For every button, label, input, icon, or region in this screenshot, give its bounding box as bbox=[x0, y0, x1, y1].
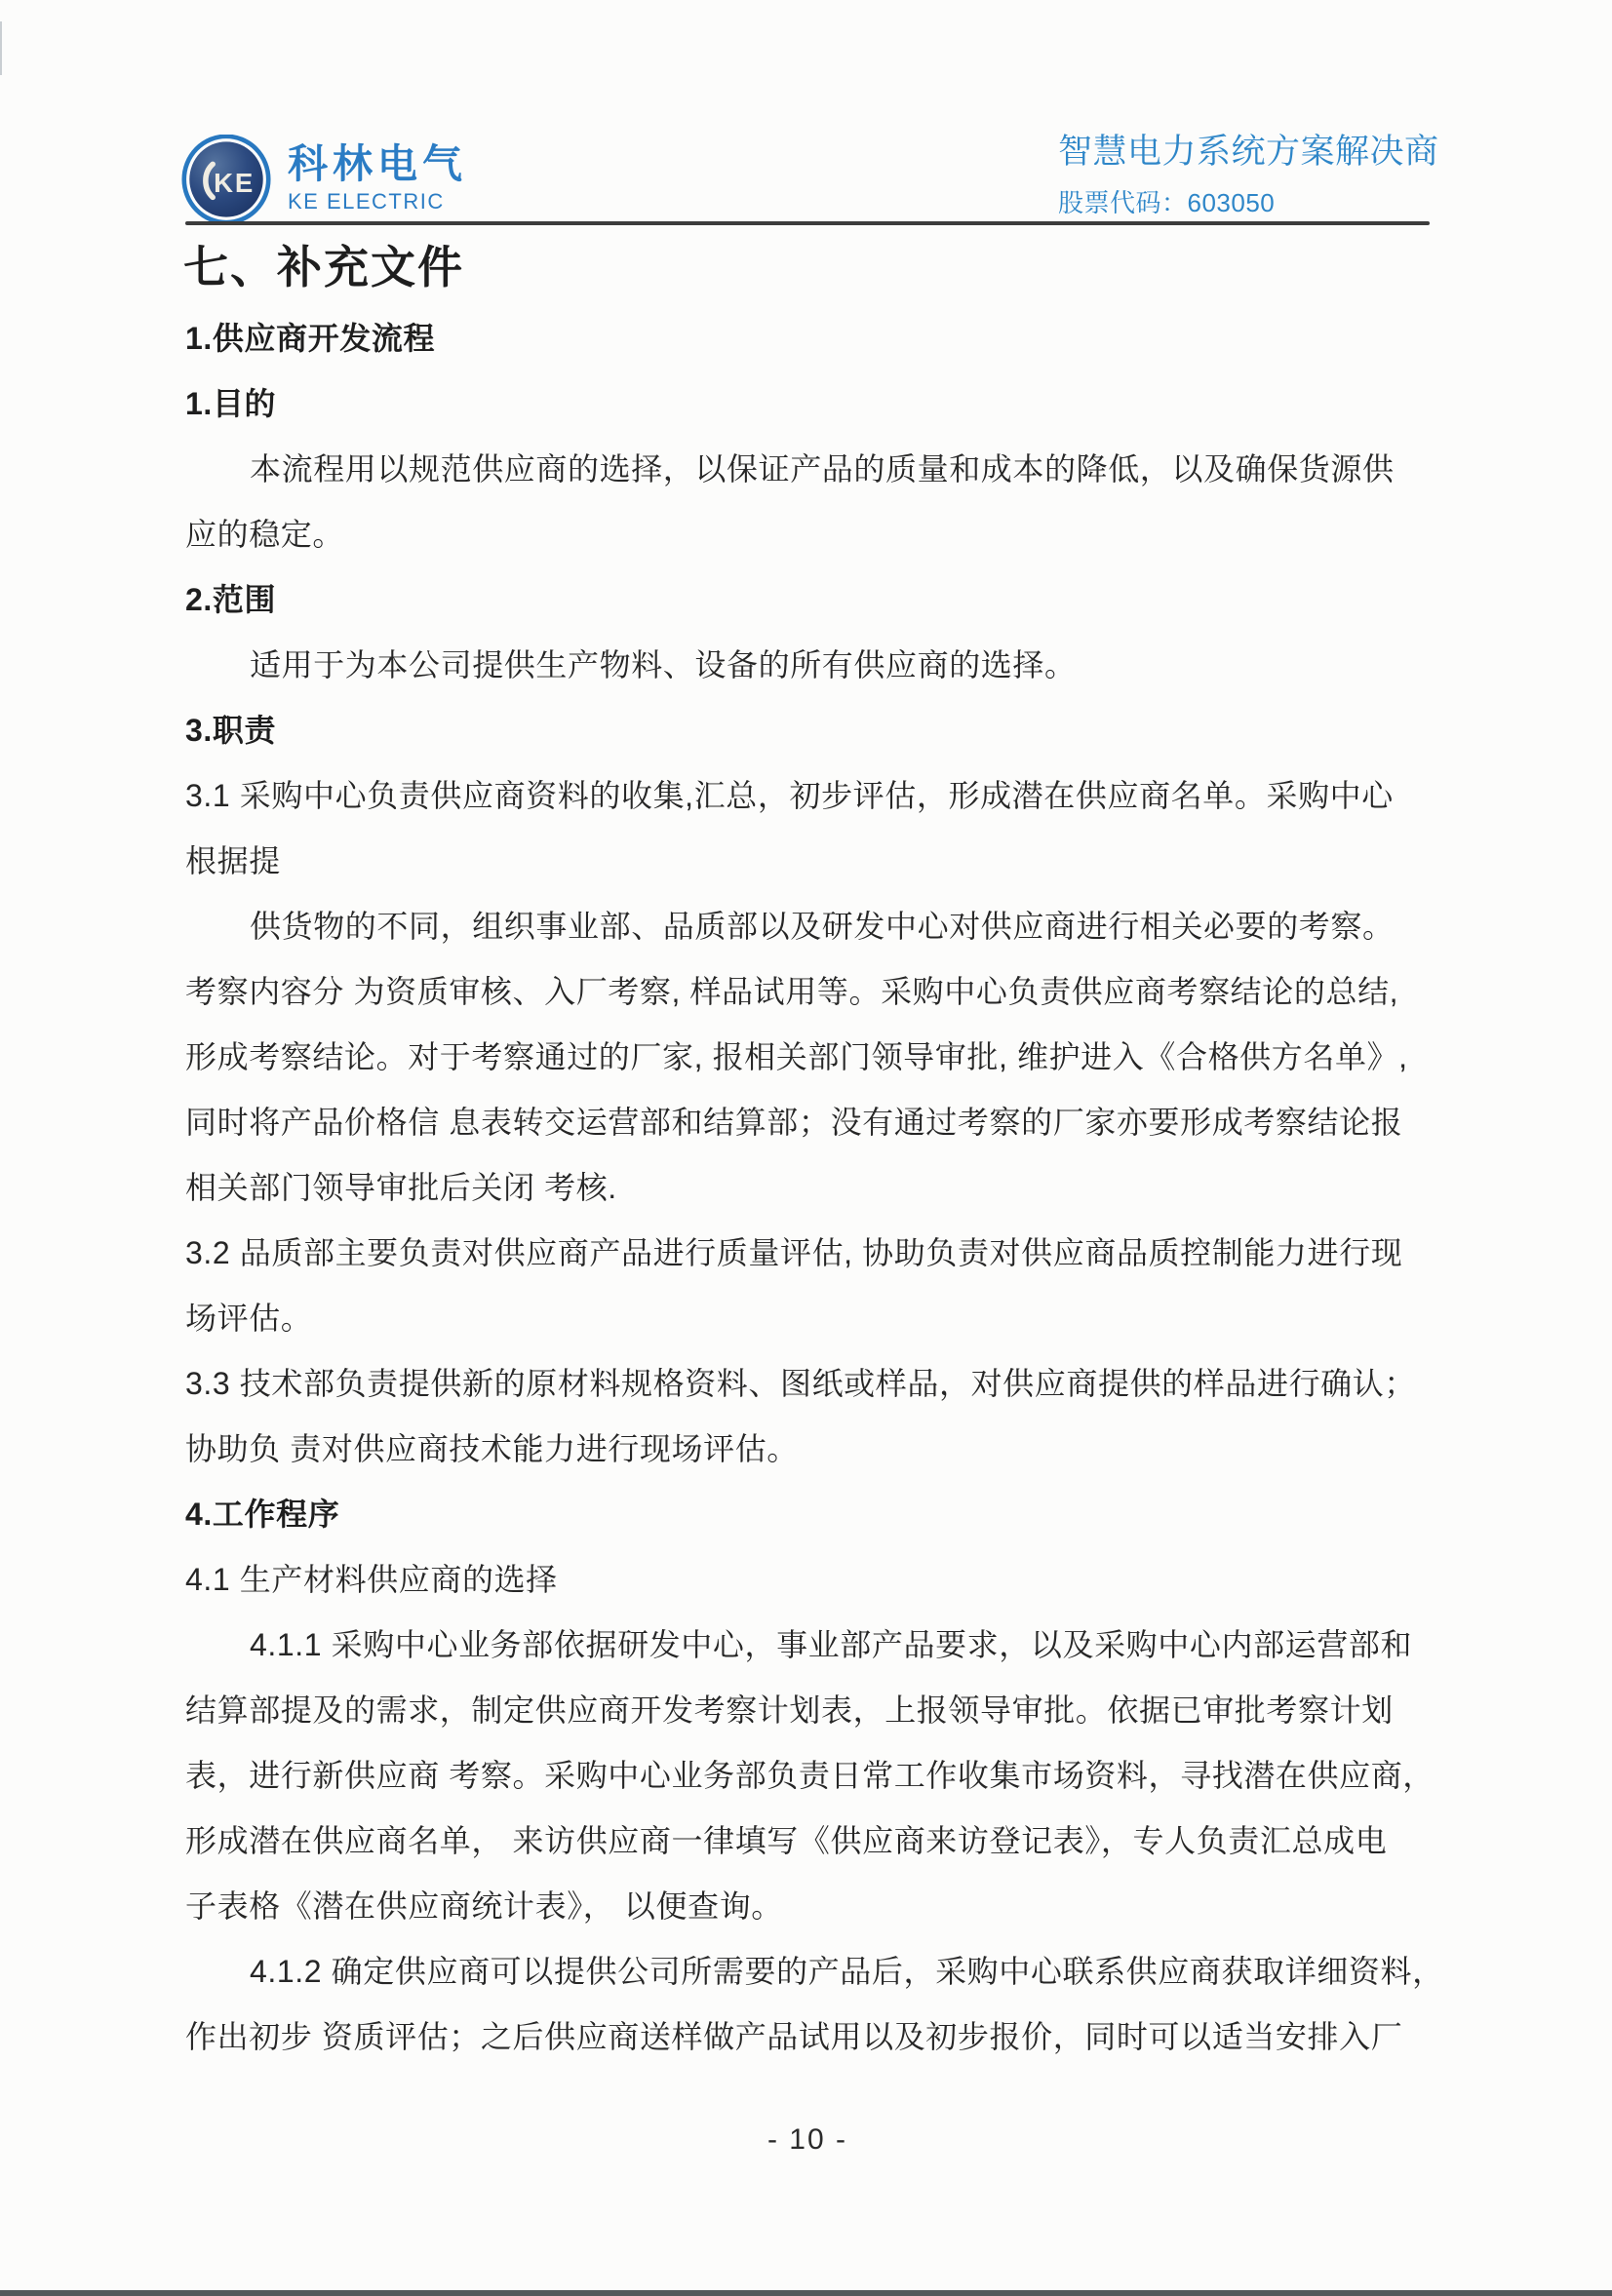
text-line: 4.1 生产材料供应商的选择 bbox=[185, 1562, 558, 1597]
document-lines bbox=[185, 306, 1473, 2070]
text-line: 3.3 技术部负责提供新的原材料规格资料、图纸或样品，对供应商提供的样品进行确认； bbox=[185, 1366, 1416, 1401]
text-line: 4.1.2 确定供应商可以提供公司所需要的产品后，采购中心联系供应商获取详细资料， bbox=[250, 1954, 1444, 1989]
text-line: 表，进行新供应商 考察。采购中心业务部负责日常工作收集市场资料，寻找潜在供应商， bbox=[185, 1758, 1435, 1793]
company-logo bbox=[180, 135, 467, 224]
page-header bbox=[0, 0, 1612, 226]
page-title: 七、补充文件 bbox=[183, 242, 464, 292]
text-line: 适用于为本公司提供生产物料、设备的所有供应商的选择。 bbox=[250, 647, 1077, 682]
brand-name-cn: 科林电气 bbox=[288, 141, 467, 186]
text-line: 应的稳定。 bbox=[185, 517, 345, 552]
text-line: 3.职责 bbox=[185, 713, 277, 748]
brand-name-en: KE ELECTRIC bbox=[288, 189, 445, 214]
text-line: 作出初步 资质评估；之后供应商送样做产品试用以及初步报价，同时可以适当安排入厂 bbox=[185, 2019, 1403, 2054]
text-line: 3.1 采购中心负责供应商资料的收集,汇总，初步评估，形成潜在供应商名单。采购中心 bbox=[185, 778, 1394, 813]
text-line: 本流程用以规范供应商的选择，以保证产品的质量和成本的降低，以及确保货源供 bbox=[250, 451, 1395, 486]
ke-logo-icon bbox=[180, 135, 272, 224]
text-line: 子表格《潜在供应商统计表》， 以便查询。 bbox=[185, 1888, 783, 1924]
header-tagline-group bbox=[1058, 133, 1439, 219]
scan-edge-artifact bbox=[0, 21, 2, 75]
header-divider bbox=[185, 221, 1430, 225]
scan-bottom-edge bbox=[0, 2290, 1612, 2296]
text-line: 4.工作程序 bbox=[185, 1497, 340, 1532]
text-line: 2.范围 bbox=[185, 582, 277, 617]
company-tagline: 智慧电力系统方案解决商 bbox=[1058, 133, 1439, 171]
text-line: 根据提 bbox=[185, 843, 281, 878]
text-line: 1.供应商开发流程 bbox=[185, 321, 436, 356]
text-line: 同时将产品价格信 息表转交运营部和结算部；没有通过考察的厂家亦要形成考察结论报 bbox=[185, 1105, 1403, 1140]
text-line: 3.2 品质部主要负责对供应商产品进行质量评估, 协助负责对供应商品质控制能力进行现 bbox=[185, 1235, 1403, 1270]
page-number: - 10 - bbox=[767, 2123, 848, 2156]
text-line: 场评估。 bbox=[185, 1301, 313, 1336]
text-line: 供货物的不同，组织事业部、品质部以及研发中心对供应商进行相关必要的考察。 bbox=[250, 909, 1395, 944]
text-line: 4.1.1 采购中心业务部依据研发中心，事业部产品要求，以及采购中心内部运营部和 bbox=[250, 1627, 1413, 1662]
svg-text:KE: KE bbox=[214, 167, 256, 198]
text-line: 形成考察结论。对于考察通过的厂家, 报相关部门领导审批, 维护进入《合格供方名单》, bbox=[185, 1039, 1408, 1074]
text-line: 协助负 责对供应商技术能力进行现场评估。 bbox=[185, 1431, 799, 1466]
text-line: 考察内容分 为资质审核、入厂考察, 样品试用等。采购中心负责供应商考察结论的总结, bbox=[185, 974, 1399, 1009]
text-line: 相关部门领导审批后关闭 考核. bbox=[185, 1170, 617, 1205]
stock-code: 股票代码：603050 bbox=[1058, 188, 1276, 217]
text-line: 形成潜在供应商名单， 来访供应商一律填写《供应商来访登记表》，专人负责汇总成电 bbox=[185, 1823, 1388, 1858]
brand-text bbox=[288, 135, 467, 214]
text-line: 1.目的 bbox=[185, 386, 277, 421]
text-line: 结算部提及的需求，制定供应商开发考察计划表，上报领导审批。依据已审批考察计划 bbox=[185, 1693, 1394, 1728]
